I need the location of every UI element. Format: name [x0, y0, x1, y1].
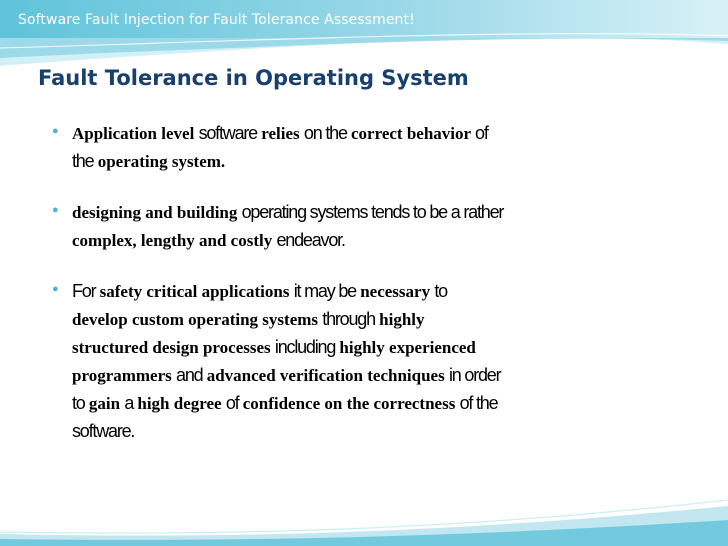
text-segment: high degree [133, 394, 226, 413]
bullet-dot-icon: ● [52, 283, 59, 295]
text-segment: relies [257, 124, 304, 143]
bullet-line [72, 334, 692, 362]
bullet-dot-icon: ● [52, 125, 59, 137]
text-segment: a [124, 393, 134, 413]
bullet-line [72, 306, 692, 334]
bullet-list [52, 120, 692, 446]
text-segment: of [225, 393, 239, 413]
text-segment: endeavor. [276, 230, 345, 250]
text-segment: software [198, 123, 257, 143]
text-segment: safety critical applications [95, 282, 294, 301]
text-segment: to [434, 281, 447, 301]
text-segment: and [176, 365, 203, 385]
presentation-subtitle: Software Fault Injection for Fault Tolerance Assessment! [18, 12, 415, 28]
text-segment: Application level [72, 124, 199, 143]
text-segment: it may be [293, 281, 356, 301]
text-segment: highly [374, 310, 425, 329]
text-segment: on the [303, 123, 347, 143]
bullet-line [72, 120, 692, 148]
text-segment: develop custom operating systems [72, 310, 323, 329]
text-segment: complex, lengthy and costly [72, 231, 277, 250]
text-segment: gain [84, 394, 125, 413]
bullet-line [72, 278, 692, 306]
text-segment: operating system. [93, 152, 226, 171]
text-segment: necessary [355, 282, 435, 301]
text-segment: software. [72, 421, 135, 441]
bullet-item [52, 199, 692, 255]
text-segment: in order [448, 365, 501, 385]
bullet-line [72, 148, 692, 176]
text-segment: For [72, 281, 96, 301]
text-segment: structured design processes [72, 338, 275, 357]
text-segment: confidence on the correctness [238, 394, 460, 413]
bullet-item [52, 278, 692, 446]
text-segment: the [72, 151, 94, 171]
text-segment: to [72, 393, 85, 413]
text-segment: advanced verification techniques [202, 366, 449, 385]
text-segment: designing and building [72, 203, 242, 222]
bullet-line [72, 390, 692, 418]
text-segment: highly experienced [335, 338, 476, 357]
bullet-line [72, 362, 692, 390]
footer-wave-decoration [0, 476, 728, 546]
bullet-line [72, 199, 692, 227]
text-segment: correct behavior [346, 124, 476, 143]
bullet-line [72, 227, 692, 255]
text-segment: operating systems tends to be a rather [241, 202, 504, 222]
text-segment: including [274, 337, 336, 357]
text-segment: of the [459, 393, 498, 413]
text-segment: through [322, 309, 375, 329]
bullet-dot-icon: ● [52, 204, 59, 216]
bullet-line [72, 418, 692, 446]
text-segment: programmers [72, 366, 177, 385]
bullet-item [52, 120, 692, 176]
slide-title: Fault Tolerance in Operating System [38, 66, 469, 90]
text-segment: of [475, 123, 488, 143]
